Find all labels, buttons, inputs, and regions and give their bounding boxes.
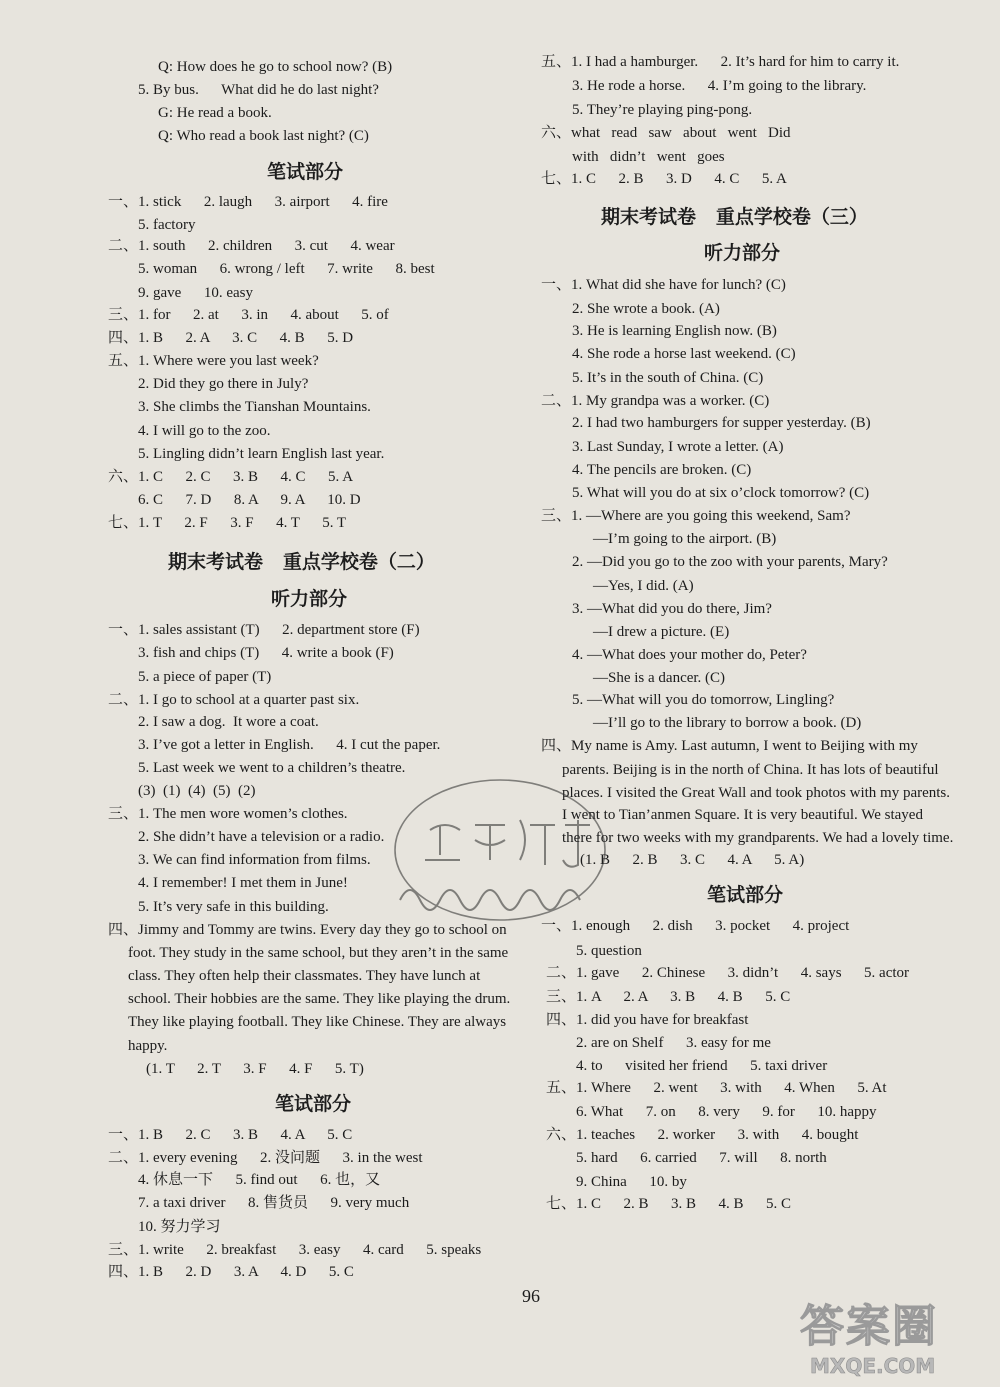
answer-line: 二、1. I go to school at a quarter past six. <box>108 692 360 708</box>
watermark-logo-text: 答案圈 <box>800 1301 938 1352</box>
answer-line: there for two weeks with my grandparents. We had a lovely time. <box>562 830 954 846</box>
answer-line: 3. I’ve got a letter in English. 4. I cut the paper. <box>138 737 441 753</box>
answer-line: 六、what read saw about went Did <box>541 125 791 141</box>
answer-line: 4. I will go to the zoo. <box>138 423 271 439</box>
answer-line: 五、1. I had a hamburger. 2. It’s hard for him to carry it. <box>541 54 900 70</box>
answer-line: 3. He rode a horse. 4. I’m going to the library. <box>572 78 867 94</box>
answer-line: 9. gave 10. easy <box>138 285 253 301</box>
answer-line: 二、1. gave 2. Chinese 3. didn’t 4. says 5. actor <box>546 965 910 981</box>
answer-line: 7. a taxi driver 8. 售货员 9. very much <box>138 1195 410 1211</box>
answer-line: parents. Beijing is in the north of China. It has lots of beautiful <box>562 762 939 778</box>
answer-line: 六、1. teaches 2. worker 3. with 4. bought <box>546 1127 859 1143</box>
answer-line: 5. They’re playing ping-pong. <box>572 102 753 118</box>
answer-line: 5. a piece of paper (T) <box>138 669 272 685</box>
answer-line: 三、1. write 2. breakfast 3. easy 4. card 5. speaks <box>108 1242 482 1258</box>
answer-line: with didn’t went goes <box>572 149 725 165</box>
answer-line: 一、1. What did she have for lunch? (C) <box>541 277 786 293</box>
answer-line: (1. T 2. T 3. F 4. F 5. T) <box>146 1061 364 1077</box>
answer-line: school. Their hobbies are the same. They like playing the drum. <box>128 991 511 1007</box>
answer-line: 2. I saw a dog. It wore a coat. <box>138 714 319 730</box>
answer-line: Q: Who read a book last night? (C) <box>158 128 369 144</box>
answer-line: 2. She didn’t have a television or a radio. <box>138 829 385 845</box>
answer-line: 4. 休息一下 5. find out 6. 也，又 <box>138 1172 381 1188</box>
answer-line: 七、1. T 2. F 3. F 4. T 5. T <box>108 515 347 531</box>
answer-line: 3. —What did you do there, Jim? <box>572 601 772 617</box>
answer-line: class. They often help their classmates. They have lunch at <box>128 968 481 984</box>
answer-line: 三、1. The men wore women’s clothes. <box>108 806 348 822</box>
answer-line: Q: How does he go to school now? (B) <box>158 59 393 75</box>
answer-line: 4. —What does your mother do, Peter? <box>572 647 807 663</box>
answer-line: (3) (1) (4) (5) (2) <box>138 783 256 799</box>
answer-line: —She is a dancer. (C) <box>593 670 726 686</box>
answer-line: 2. are on Shelf 3. easy for me <box>576 1035 771 1051</box>
answer-line: 5. It’s very safe in this building. <box>138 899 329 915</box>
answer-line: 二、1. My grandpa was a worker. (C) <box>541 393 770 409</box>
answer-line: foot. They study in the same school, but they aren’t in the same <box>128 945 509 961</box>
answer-line: 一、1. stick 2. laugh 3. airport 4. fire <box>108 194 388 210</box>
answer-line: 七、1. C 2. B 3. B 4. B 5. C <box>546 1196 792 1212</box>
answer-line: 6. C 7. D 8. A 9. A 10. D <box>138 492 361 508</box>
answer-line: 3. She climbs the Tianshan Mountains. <box>138 399 371 415</box>
answer-line: I went to Tian’anmen Square. It is very beautiful. We stayed <box>562 807 923 823</box>
section-heading: 听力部分 <box>271 588 348 610</box>
watermark-logo-url: MXQE.COM <box>810 1354 936 1378</box>
answer-line: 2. I had two hamburgers for supper yesterday. (B) <box>572 415 871 431</box>
answer-line: 六、1. C 2. C 3. B 4. C 5. A <box>108 469 354 485</box>
answer-line: 2. She wrote a book. (A) <box>572 301 720 317</box>
answer-line: 3. fish and chips (T) 4. write a book (F) <box>138 645 394 661</box>
answer-line: 5. factory <box>138 217 196 233</box>
answer-line: 3. We can find information from films. <box>138 852 371 868</box>
answer-line: 9. China 10. by <box>576 1174 687 1190</box>
answer-line: 二、1. south 2. children 3. cut 4. wear <box>108 238 395 254</box>
answer-line: 5. hard 6. carried 7. will 8. north <box>576 1150 827 1166</box>
answer-line: —I’m going to the airport. (B) <box>593 531 777 547</box>
answer-line: 2. Did they go there in July? <box>138 376 309 392</box>
answer-line: 10. 努力学习 <box>138 1219 221 1235</box>
answer-line: happy. <box>128 1038 168 1054</box>
section-heading: 期末考试卷 重点学校卷（三） <box>601 206 868 228</box>
section-heading: 听力部分 <box>704 242 781 264</box>
answer-line: They like playing football. They like Chinese. They are always <box>128 1014 507 1030</box>
section-heading: 笔试部分 <box>267 161 344 183</box>
page-number: 96 <box>522 1286 540 1306</box>
answer-line: 四、My name is Amy. Last autumn, I went to Beijing with my <box>541 738 918 754</box>
answer-line: 二、1. every evening 2. 没问题 3. in the west <box>108 1150 423 1166</box>
answer-line: 五、1. Where 2. went 3. with 4. When 5. At <box>546 1080 887 1096</box>
answer-line: —I drew a picture. (E) <box>593 624 730 640</box>
answer-line: 三、1. for 2. at 3. in 4. about 5. of <box>108 307 389 323</box>
answer-line: 4. to visited her friend 5. taxi driver <box>576 1058 828 1074</box>
answer-line: 5. woman 6. wrong / left 7. write 8. best <box>138 261 435 277</box>
answer-line: 四、Jimmy and Tommy are twins. Every day they go to school on <box>108 922 507 938</box>
answer-line: (1. B 2. B 3. C 4. A 5. A) <box>580 852 805 868</box>
watermark-logo <box>800 1290 1000 1387</box>
answer-line: 5. It’s in the south of China. (C) <box>572 370 764 386</box>
answer-line: 5. question <box>576 943 642 959</box>
answer-line: 5. Last week we went to a children’s theatre. <box>138 760 406 776</box>
answer-line: 四、1. B 2. D 3. A 4. D 5. C <box>108 1264 354 1280</box>
answer-line: 2. —Did you go to the zoo with your parents, Mary? <box>572 554 888 570</box>
answer-line: 四、1. did you have for breakfast <box>546 1012 749 1028</box>
answer-line: places. I visited the Great Wall and took photos with my parents. <box>562 785 951 801</box>
answer-line: —I’ll go to the library to borrow a book. (D) <box>593 715 862 731</box>
answer-line: 七、1. C 2. B 3. D 4. C 5. A <box>541 171 787 187</box>
answer-line: 一、1. sales assistant (T) 2. department store (F) <box>108 622 420 638</box>
answer-line: 5. By bus. What did he do last night? <box>138 82 379 98</box>
answer-line: 三、1. —Where are you going this weekend, Sam? <box>541 508 851 524</box>
answer-line: 3. He is learning English now. (B) <box>572 323 777 339</box>
answer-line: 4. She rode a horse last weekend. (C) <box>572 346 796 362</box>
section-heading: 期末考试卷 重点学校卷（二） <box>168 551 435 573</box>
answer-line: 5. What will you do at six o’clock tomorrow? (C) <box>572 485 870 501</box>
answer-line: 一、1. enough 2. dish 3. pocket 4. project <box>541 918 850 934</box>
answer-line: 三、1. A 2. A 3. B 4. B 5. C <box>546 989 791 1005</box>
answer-line: 一、1. B 2. C 3. B 4. A 5. C <box>108 1127 353 1143</box>
answer-line: 4. The pencils are broken. (C) <box>572 462 752 478</box>
answer-line: 四、1. B 2. A 3. C 4. B 5. D <box>108 330 354 346</box>
answer-line: 5. —What will you do tomorrow, Lingling? <box>572 692 835 708</box>
answer-line: 五、1. Where were you last week? <box>108 353 319 369</box>
answer-line: 5. Lingling didn’t learn English last year. <box>138 446 385 462</box>
answer-line: 3. Last Sunday, I wrote a letter. (A) <box>572 439 784 455</box>
answer-line: —Yes, I did. (A) <box>593 578 694 594</box>
section-heading: 笔试部分 <box>275 1093 352 1115</box>
answer-line: G: He read a book. <box>158 105 272 121</box>
section-heading: 笔试部分 <box>707 884 784 906</box>
answer-line: 4. I remember! I met them in June! <box>138 875 348 891</box>
answer-line: 6. What 7. on 8. very 9. for 10. happy <box>576 1104 877 1120</box>
